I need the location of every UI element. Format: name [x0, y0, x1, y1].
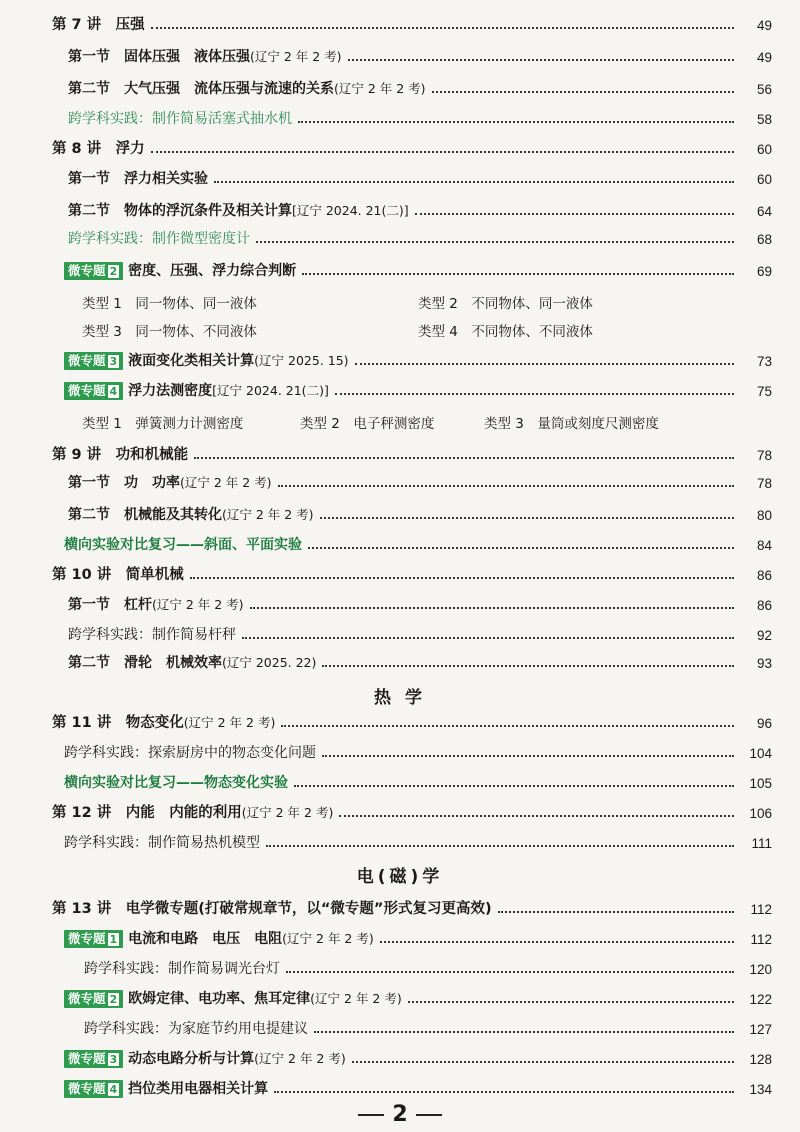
micro-topic-badge: [64, 1080, 123, 1098]
page-ref: 86: [756, 567, 772, 583]
dot-leader: [281, 725, 734, 727]
entry-title: 第一节 固体压强 液体压强: [68, 49, 250, 65]
toc-chapter-10[interactable]: [0, 562, 800, 588]
exam-note: (辽宁 2025. 15): [254, 353, 349, 368]
micro-topic-badge: [64, 352, 123, 370]
dot-leader: [298, 121, 734, 123]
toc-chapter-13[interactable]: [0, 896, 800, 922]
page-ref: 69: [756, 263, 772, 279]
exam-note: (辽宁 2 年 2 考): [183, 715, 276, 730]
dot-leader: [380, 941, 734, 943]
section-heading-electricity: 电(磁)学: [356, 867, 444, 887]
micro-topic-badge: [64, 930, 123, 948]
exam-note: (辽宁 2 年 2 考): [310, 991, 402, 1006]
badge-number: 4: [109, 1083, 118, 1096]
dot-leader: [322, 755, 734, 757]
toc-section-7-2[interactable]: [0, 76, 800, 102]
entry-label: [68, 47, 342, 67]
entry-label: [64, 381, 329, 401]
entry-label: 跨学科实践：制作简易活塞式抽水机: [68, 111, 292, 127]
dot-leader: [408, 1001, 734, 1003]
dot-leader: [250, 607, 734, 609]
entry-title: 第 11 讲 物态变化: [52, 715, 184, 731]
badge-text: 微专题: [68, 991, 106, 1006]
page-ref: 112: [750, 931, 772, 947]
page-number-dash-left: [358, 1114, 384, 1116]
section-heading-heat: 热 学: [374, 688, 426, 708]
entry-title: 电流和电路 电压 电阻: [128, 931, 283, 947]
toc-compare-phase-change[interactable]: [0, 770, 800, 796]
toc-micro-topic-2-buoyancy[interactable]: [0, 258, 800, 284]
page-ref: 86: [756, 597, 772, 613]
toc-practice-dimmer-lamp[interactable]: [0, 956, 800, 982]
dot-leader: [256, 241, 734, 243]
exam-note: (辽宁 2025. 22): [222, 655, 317, 670]
dot-leader: [214, 181, 734, 183]
toc-practice-densimeter[interactable]: [0, 226, 800, 252]
dot-leader: [498, 911, 734, 913]
toc-practice-steelyard[interactable]: [0, 622, 800, 648]
entry-title: 液面变化类相关计算: [128, 353, 255, 369]
entry-label: 第一节 浮力相关实验: [68, 171, 208, 187]
toc-chapter-9[interactable]: [0, 442, 800, 468]
entry-label: 横向实验对比复习——斜面、平面实验: [64, 537, 302, 553]
exam-note: (辽宁 2 年 2 考): [152, 597, 244, 612]
exam-note: [辽宁 2024. 21(二)]: [212, 383, 329, 398]
micro-topic-badge: [64, 990, 123, 1008]
entry-label: 横向实验对比复习——物态变化实验: [64, 775, 288, 791]
dot-leader: [151, 27, 734, 29]
toc-practice-pump[interactable]: [0, 106, 800, 132]
entry-label: [68, 595, 244, 615]
dot-leader: [151, 151, 734, 153]
badge-number: 3: [109, 1053, 118, 1066]
badge-text: 微专题: [68, 353, 106, 368]
badge-number: 1: [109, 933, 118, 946]
dot-leader: [308, 547, 734, 549]
entry-label: [64, 351, 349, 371]
dot-leader: [348, 59, 734, 61]
entry-title: 第二节 滑轮 机械效率: [68, 655, 222, 671]
entry-label: [64, 261, 296, 281]
entry-label: 第 8 讲 浮力: [52, 141, 145, 157]
toc-micro-topic-1-circuit[interactable]: [0, 926, 800, 952]
dot-leader: [190, 577, 734, 579]
entry-label: 第 9 讲 功和机械能: [52, 447, 189, 463]
page-ref: 122: [749, 991, 772, 1007]
type-item: 类型 1 弹簧测力计测密度: [82, 416, 244, 432]
toc-practice-kitchen[interactable]: [0, 740, 800, 766]
dot-leader: [274, 1091, 734, 1093]
entry-label: [68, 473, 272, 493]
entry-title: 挡位类用电器相关计算: [128, 1081, 269, 1097]
page-ref: 49: [756, 17, 772, 33]
badge-number: 2: [109, 993, 118, 1006]
entry-label: [64, 1079, 268, 1099]
page-number-value: 2: [392, 1102, 408, 1127]
entry-label: [64, 929, 374, 949]
badge-text: 微专题: [68, 1081, 106, 1096]
page-ref: 105: [749, 775, 772, 791]
entry-label: 跨学科实践：制作简易调光台灯: [84, 961, 280, 977]
entry-label: [68, 653, 316, 673]
page-ref: 56: [756, 81, 772, 97]
entry-title: 第一节 功 功率: [68, 475, 180, 491]
entry-title: 动态电路分析与计算: [128, 1051, 255, 1067]
dot-leader: [432, 91, 734, 93]
entry-label: 第 10 讲 简单机械: [52, 567, 184, 583]
entry-title: 第二节 大气压强 流体压强与流速的关系: [68, 81, 334, 97]
page-ref: 75: [756, 383, 772, 399]
page-ref: 60: [756, 171, 772, 187]
entry-label: [64, 989, 402, 1009]
micro-topic-badge: [64, 382, 123, 400]
page-ref: 64: [756, 203, 772, 219]
page-ref: 80: [756, 507, 772, 523]
entry-title: 密度、压强、浮力综合判断: [128, 263, 297, 279]
dot-leader: [194, 457, 734, 459]
page-ref: 92: [756, 627, 772, 643]
badge-text: 微专题: [68, 931, 106, 946]
toc-section-10-2[interactable]: [0, 650, 800, 676]
toc-section-10-1[interactable]: [0, 592, 800, 618]
toc-micro-topic-3-liquid-level[interactable]: [0, 348, 800, 374]
exam-note: (辽宁 2 年 2 考): [254, 1051, 346, 1066]
toc-practice-heat-engine[interactable]: [0, 830, 800, 856]
entry-title: 第二节 机械能及其转化: [68, 507, 222, 523]
toc-chapter-12[interactable]: [0, 800, 800, 826]
entry-title: 浮力法测密度: [128, 383, 213, 399]
toc-micro-topic-3-dynamic-circuit[interactable]: [0, 1046, 800, 1072]
entry-label: [64, 1049, 346, 1069]
type-item: 类型 2 不同物体、同一液体: [418, 296, 593, 312]
entry-label: [68, 201, 409, 221]
dot-leader: [320, 517, 734, 519]
toc-section-9-2[interactable]: [0, 502, 800, 528]
exam-note: [辽宁 2024. 21(二)]: [292, 203, 409, 218]
page-ref: 68: [756, 231, 772, 247]
micro-topic-badge: [64, 1050, 123, 1068]
page-ref: 73: [756, 353, 772, 369]
toc-chapter-8[interactable]: [0, 136, 800, 162]
toc-section-8-1[interactable]: [0, 166, 800, 192]
micro-topic-2-types-row-1: [0, 290, 800, 314]
toc-compare-incline-plane[interactable]: [0, 532, 800, 558]
page-ref: 96: [756, 715, 772, 731]
micro-topic-2-types-row-2: [0, 318, 800, 342]
page-ref: 58: [756, 111, 772, 127]
entry-title: 第一节 杠杆: [68, 597, 152, 613]
entry-title: 欧姆定律、电功率、焦耳定律: [128, 991, 311, 1007]
type-item: 类型 2 电子秤测密度: [300, 416, 435, 432]
badge-number: 2: [109, 265, 118, 278]
micro-topic-4-types-row: [0, 410, 800, 434]
entry-label: 跨学科实践：制作微型密度计: [68, 231, 250, 247]
entry-label: 跨学科实践：制作简易热机模型: [64, 835, 260, 851]
dot-leader: [355, 363, 734, 365]
micro-topic-badge: [64, 262, 123, 280]
dot-leader: [339, 815, 734, 817]
page-ref: 60: [756, 141, 772, 157]
toc-section-7-1[interactable]: [0, 44, 800, 70]
page-number: [0, 1102, 800, 1127]
exam-note: (辽宁 2 年 2 考): [222, 507, 314, 522]
toc-chapter-11[interactable]: [0, 710, 800, 736]
page-ref: 112: [750, 901, 772, 917]
exam-note: (辽宁 2 年 2 考): [241, 805, 334, 820]
dot-leader: [335, 393, 734, 395]
entry-label: [68, 79, 426, 99]
exam-note: (辽宁 2 年 2 考): [282, 931, 374, 946]
page-ref: 111: [751, 835, 772, 851]
exam-note: (辽宁 2 年 2 考): [334, 81, 426, 96]
entry-title: 第二节 物体的浮沉条件及相关计算: [68, 203, 292, 219]
type-item: 类型 4 不同物体、不同液体: [418, 324, 593, 340]
dot-leader: [278, 485, 734, 487]
type-item: 类型 1 同一物体、同一液体: [82, 296, 257, 312]
toc-section-8-2[interactable]: [0, 198, 800, 224]
page-ref: 134: [749, 1081, 772, 1097]
page-ref: 49: [756, 49, 772, 65]
type-item: 类型 3 同一物体、不同液体: [82, 324, 257, 340]
dot-leader: [266, 845, 734, 847]
badge-number: 4: [109, 385, 118, 398]
toc-chapter-7[interactable]: [0, 12, 800, 38]
dot-leader: [322, 665, 734, 667]
page-ref: 120: [749, 961, 772, 977]
entry-label: [68, 505, 314, 525]
dot-leader: [294, 785, 734, 787]
dot-leader: [352, 1061, 734, 1063]
dot-leader: [415, 213, 734, 215]
toc-micro-topic-4-density[interactable]: [0, 378, 800, 404]
page-number-dash-right: [416, 1114, 442, 1116]
toc-section-9-1[interactable]: [0, 470, 800, 496]
badge-number: 3: [109, 355, 118, 368]
page-ref: 128: [749, 1051, 772, 1067]
exam-note: (辽宁 2 年 2 考): [250, 49, 342, 64]
page-ref: 104: [749, 745, 772, 761]
entry-title: 第 12 讲 内能 内能的利用: [52, 805, 242, 821]
toc-practice-save-power[interactable]: [0, 1016, 800, 1042]
toc-micro-topic-4-gear-appliance[interactable]: [0, 1076, 800, 1102]
dot-leader: [286, 971, 734, 973]
badge-text: 微专题: [68, 383, 106, 398]
entry-label: 跨学科实践：为家庭节约用电提建议: [84, 1021, 308, 1037]
page-ref: 93: [756, 655, 772, 671]
type-item: 类型 3 量筒或刻度尺测密度: [484, 416, 659, 432]
exam-note: (辽宁 2 年 2 考): [180, 475, 272, 490]
entry-label: 跨学科实践：探索厨房中的物态变化问题: [64, 745, 316, 761]
page-ref: 84: [756, 537, 772, 553]
toc-micro-topic-2-ohm[interactable]: [0, 986, 800, 1012]
page-ref: 78: [756, 447, 772, 463]
entry-label: 跨学科实践：制作简易杆秤: [68, 627, 236, 643]
dot-leader: [242, 637, 734, 639]
page-ref: 106: [749, 805, 772, 821]
entry-label: [52, 713, 275, 733]
badge-text: 微专题: [68, 1051, 106, 1066]
dot-leader: [302, 273, 734, 275]
page-ref: 78: [756, 475, 772, 491]
page-ref: 127: [749, 1021, 772, 1037]
entry-label: 第 7 讲 压强: [52, 17, 145, 33]
entry-label: [52, 803, 333, 823]
dot-leader: [314, 1031, 734, 1033]
badge-text: 微专题: [68, 263, 106, 278]
entry-label: 第 13 讲 电学微专题(打破常规章节，以“微专题”形式复习更高效): [52, 901, 492, 917]
